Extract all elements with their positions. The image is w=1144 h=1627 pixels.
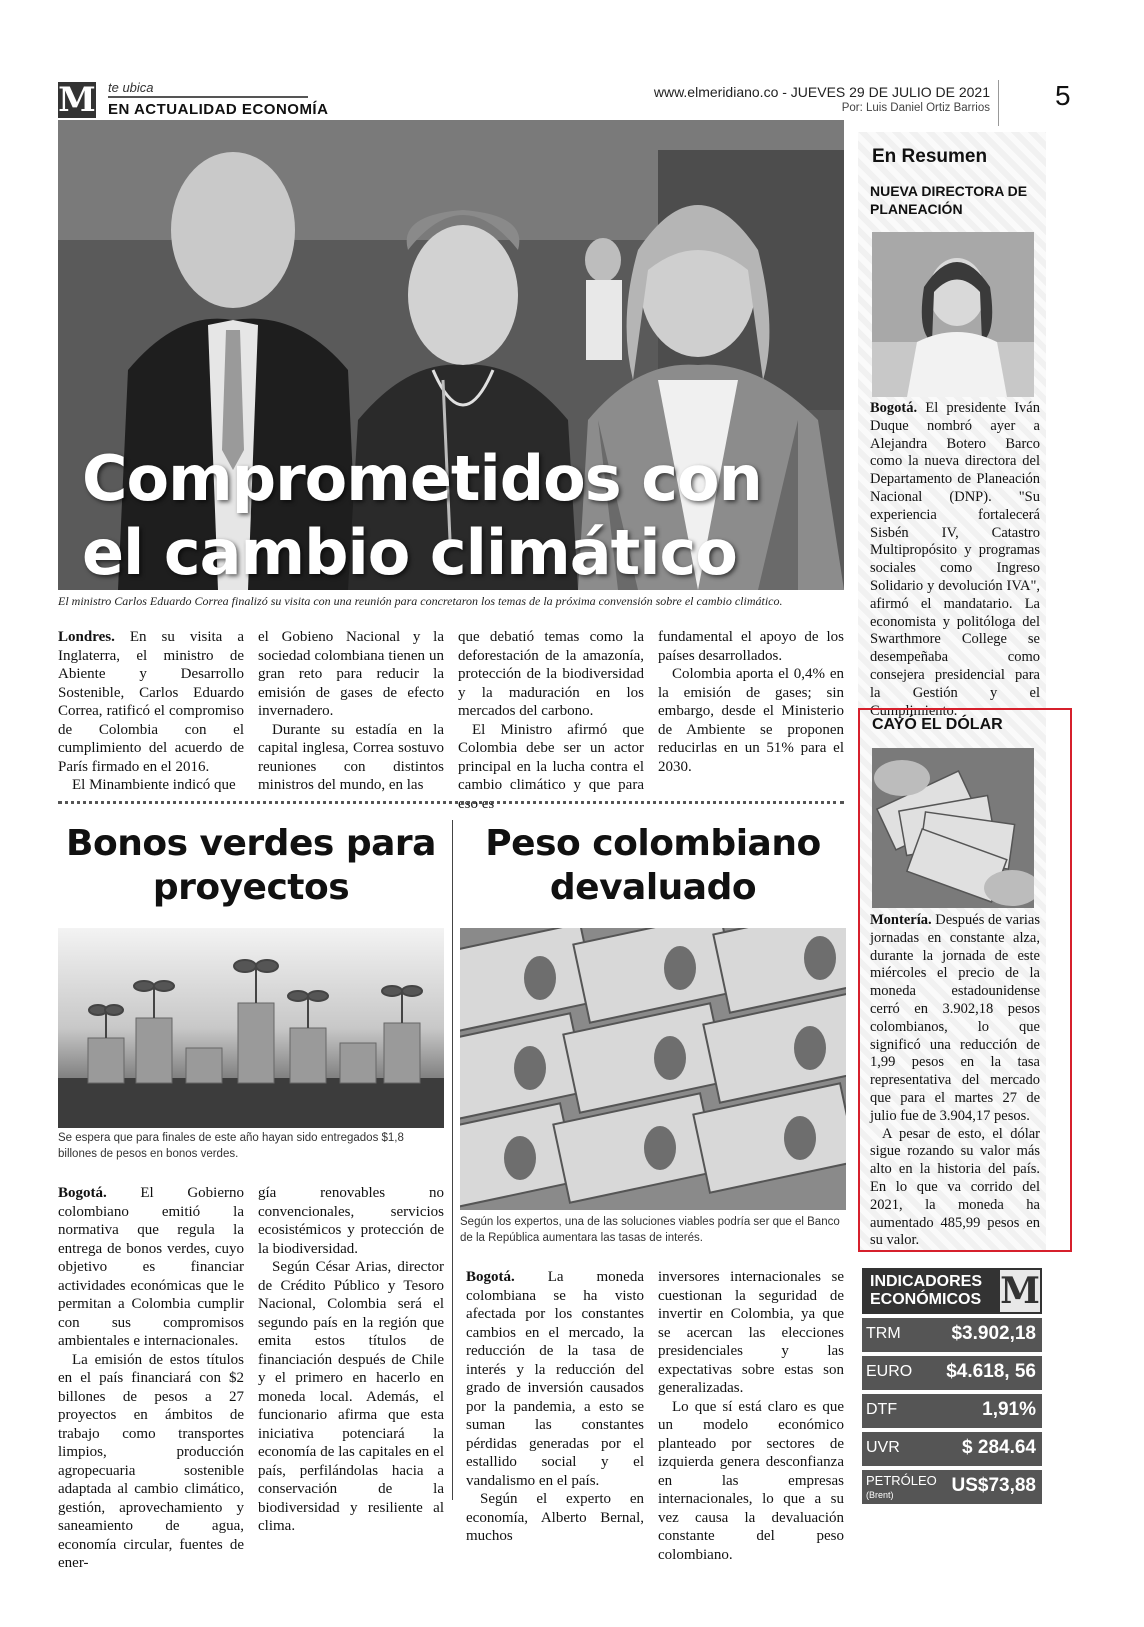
sidebar-item2-dateline: Montería. [870, 912, 932, 928]
lead-photo-caption: El ministro Carlos Eduardo Correa finalizó su visita con una reunión para concretaron los temas de la próxima convensión sobre el cambio climático. [58, 594, 783, 608]
dollar-bills-illustration [872, 748, 1034, 908]
bonos-paragraph: gía renovables no convencionales, servicios ecosistémicos y protección de la biodiversidad. [258, 1185, 444, 1257]
header-divider [998, 80, 999, 126]
sidebar-item2-body [870, 912, 1040, 1250]
indicator-value: $3.902,18 [951, 1323, 1036, 1344]
indicators-title-line2: ECONÓMICOS [870, 1291, 982, 1308]
indicator-sublabel: (Brent) [866, 1490, 894, 1500]
indicator-label: UVR [866, 1439, 900, 1456]
lead-paragraph: El Ministro afirmó que Colombia debe ser un actor principal en la lucha contra el cambio climático y que para eso es [458, 721, 644, 812]
byline: Por: Luis Daniel Ortiz Barrios [841, 102, 990, 114]
indicator-label: DTF [866, 1401, 898, 1418]
indicator-value: US$73,88 [951, 1475, 1036, 1496]
masthead-logo: M [58, 80, 96, 120]
kicker-divider [108, 96, 308, 98]
sidebar-item1-text: El presidente Iván Duque nombró ayer a Alejandra Botero Barco como la nueva directora del Departamento de Planeación Nacional (DNP). "Su experiencia fortalecerá Sisbén IV, Catastro Multipropósito y programas sociales como Ingreso Solidario y devolución IVA", afirmó el mandatario. La economista y politóloga del Swarthmore College se desempeñaba como consejera presidencial para la Gestión y el Cumplimiento. [870, 400, 1040, 719]
indicators-title-line1: INDICADORES [870, 1273, 983, 1290]
indicators-title [870, 1273, 982, 1309]
sidebar-item1-dateline: Bogotá. [870, 400, 918, 416]
coin-stacks-illustration [58, 928, 444, 1128]
banknotes-illustration [460, 928, 846, 1210]
sidebar-item2-headline: CAYÓ EL DÓLAR [872, 716, 1003, 733]
sidebar-item1-headline: NUEVA DIRECTORA DE PLANEACIÓN [870, 183, 1028, 217]
lead-column-2 [258, 628, 444, 795]
peso-paragraph: Lo que sí está claro es que un modelo económico planteado por sectores de izquierda genera desconfianza en las empresas internacionales, lo que a su vez causa la devaluación constante del peso colombiano. [658, 1398, 844, 1563]
lead-column-4 [658, 628, 844, 776]
bonos-column-2 [258, 1184, 444, 1536]
bonos-column-1 [58, 1184, 244, 1573]
indicator-value: $ 284.64 [962, 1437, 1036, 1458]
lead-photo [58, 120, 844, 590]
sidebar-item2-paragraph: Después de varias jornadas en constante alza, durante la jornada de este miércoles el precio de la moneda estadounidense cerró en 3.902,18 pesos colombianos, lo que significó una reducción de 1,99 pesos en la tasa representativa del mercado que para el martes 27 de julio fue de 3.904,17 pesos. [870, 912, 1040, 1124]
bonos-headline: Bonos verdes para proyectos [66, 823, 436, 908]
indicator-label: TRM [866, 1325, 901, 1342]
section-divider [58, 801, 844, 804]
sidebar-item1-body [870, 400, 1040, 720]
sidebar-item2-paragraph: A pesar de esto, el dólar sigue rozando su valor más alto en la historia del país. En lo que va corrido del 2021, la moneda ha aumentado 485,99 pesos en su valor. [870, 1125, 1040, 1249]
section-kicker: EN ACTUALIDAD ECONOMÍA [108, 101, 329, 118]
lead-column-1 [58, 628, 244, 795]
dateline: www.elmeridiano.co - JUEVES 29 DE JULIO DE 2021 [653, 84, 990, 100]
director-portrait [872, 232, 1034, 397]
sidebar-item2-photo [872, 748, 1034, 908]
lead-paragraph: En su visita a Inglaterra, el ministro de Abiente y Desarrollo Sostenible, Carlos Eduardo Correa, ratificó el compromiso de Colombia con el cumplimiento del acuerdo de París firmado en el 2016. [58, 629, 244, 775]
peso-paragraph: Según el experto en economía, Alberto Bernal, muchos [466, 1491, 644, 1544]
bonos-photo-caption: Se espera que para finales de este año hayan sido entregados $1,8 billones de pesos en bonos verdes. [58, 1132, 404, 1160]
lead-column-dateline: Londres. [58, 629, 115, 645]
peso-photo [460, 928, 846, 1210]
lead-paragraph: que debatió temas como la deforestación de la amazonía, protección de la biodiversidad y la maduración en los mercados del carbono. [458, 629, 644, 719]
indicator-value: $4.618, 56 [946, 1361, 1036, 1382]
bonos-paragraph: El Gobierno colombiano emitió la normativa que regula la entrega de bonos verdes, cuyo objetivo es financiar actividades económicas que le permitan a Colombia cumplir con sus compromisos ambientales e internacionales. [58, 1185, 244, 1349]
peso-column-1 [466, 1268, 644, 1546]
peso-dateline: Bogotá. [466, 1269, 515, 1285]
peso-column-2 [658, 1268, 844, 1564]
indicators-logo: M [1000, 1270, 1040, 1312]
peso-paragraph: La moneda colombiana se ha visto afectada por los constantes cambios en el mercado, la reducción de la tasa de interés y la reducción del grado de inversión causados por la pandemia, a esto se suman las constantes pérdidas generadas por el estallido social y el vandalismo en el país. [466, 1269, 644, 1489]
sidebar-title: En Resumen [872, 146, 988, 167]
bonos-dateline: Bogotá. [58, 1185, 107, 1201]
sidebar-item1-photo [872, 232, 1034, 397]
indicator-label: PETRÓLEO [866, 1473, 937, 1488]
lead-column-3 [458, 628, 644, 813]
peso-headline: Peso colombiano devaluado [485, 823, 821, 908]
lead-paragraph: fundamental el apoyo de los países desarrollados. [658, 629, 844, 664]
indicator-label: EURO [866, 1363, 913, 1380]
bonos-paragraph: Según César Arias, director de Crédito Público y Tesoro Nacional, Colombia será el segundo país en la región que emita estos títulos de financiación después de Chile y el primero en hacerlo en moneda local. Además, el funcionario afirma que esta iniciativa potenciará la economía de las capitales en el país, perfilándolas hacia a conservación de la biodiversidad y resiliente al clima. [258, 1259, 444, 1534]
peso-photo-caption: Según los expertos, una de las soluciones viables podría ser que el Banco de la República aumentara las tasas de interés. [460, 1216, 840, 1244]
peso-paragraph: inversores internacionales se cuestionan la seguridad de invertir en Colombia, ya que se acercan las elecciones presidenciales y las expectativas sobre estas son generalizadas. [658, 1269, 844, 1396]
column-divider [452, 820, 453, 1500]
indicator-value: 1,91% [982, 1399, 1036, 1420]
lead-paragraph: el Gobieno Nacional y la sociedad colombiana tienen un gran reto para reducir la emisión de gases de efecto invernadero. [258, 629, 444, 719]
bonos-photo [58, 928, 444, 1128]
lead-paragraph: Colombia aporta el 0,4% en la emisión de gases; sin embargo, desde el Ministerio de Ambiente se proponen reducirlas en un 51% para el 2030. [658, 666, 844, 775]
lead-paragraph: Durante su estadía en la capital inglesa, Correa sostuvo reuniones con distintos ministros del mundo, en las [258, 721, 444, 793]
page-number: 5 [1055, 80, 1071, 111]
lead-headline: Comprometidos con el cambio climático [82, 442, 762, 589]
lead-paragraph: El Minambiente indicó que [72, 777, 236, 793]
section-kicker-top: te ubica [108, 80, 154, 95]
bonos-paragraph: La emisión de estos títulos en el país financiará con $2 billones de pesos a 27 proyectos en ámbitos de trabajo como transportes limpios, producción agropecuaria sostenible adaptada al cambio climático, gestión, aprovechamiento y saneamiento de agua, economía circular, fuentes de ener- [58, 1351, 244, 1571]
